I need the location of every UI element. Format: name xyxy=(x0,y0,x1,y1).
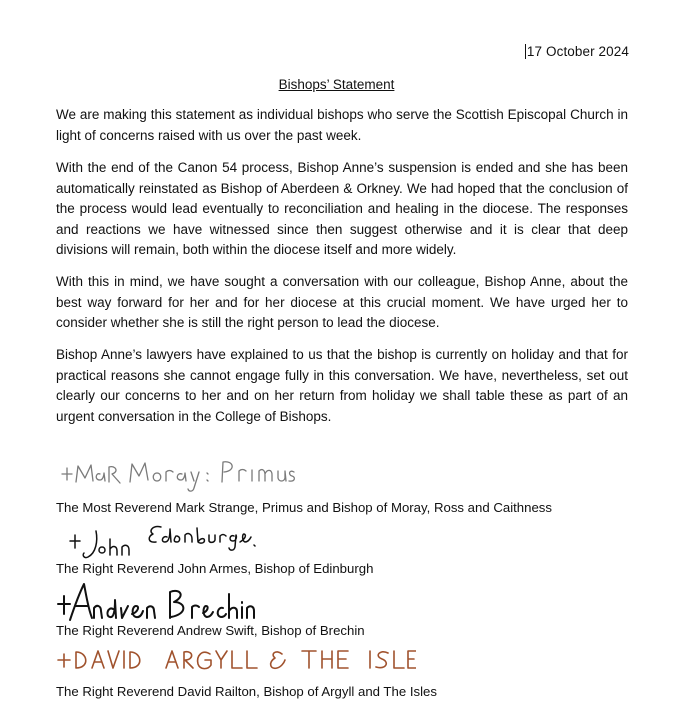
signatory-name-edinburgh: The Right Reverend John Armes, Bishop of Edinburgh xyxy=(56,561,374,576)
text-cursor xyxy=(525,44,526,59)
signatory-name-primus: The Most Reverend Mark Strange, Primus and Bishop of Moray, Ross and Caithness xyxy=(56,500,552,515)
handwritten-signature-brechin xyxy=(56,578,256,628)
statement-date xyxy=(525,44,629,59)
handwritten-signature-primus xyxy=(56,448,296,498)
paragraph-3: With this in mind, we have sought a conversation with our colleague, Bishop Anne, about the best way forward for her and for her diocese at this crucial moment. We have urged her to consider whether she is still the right person to lead the diocese. xyxy=(56,274,628,331)
paragraph-1: We are making this statement as individual bishops who serve the Scottish Episcopal Church in light of concerns raised with us over the past week. xyxy=(56,107,628,143)
paragraph-2: With the end of the Canon 54 process, Bishop Anne’s suspension is ended and she has been automatically reinstated as Bishop of Aberdeen & Orkney. We had hoped that the conclusion of the process would lead eventually to reconciliation and healing in the diocese. The responses and reactions we have witnessed since then suggest otherwise and it is clear that deep divisions will remain, both within the diocese itself and more widely. xyxy=(56,160,628,258)
signatory-name-argyll: The Right Reverend David Railton, Bishop of Argyll and The Isles xyxy=(56,684,437,699)
signatory-name-brechin: The Right Reverend Andrew Swift, Bishop of Brechin xyxy=(56,623,365,638)
date-text: 17 October 2024 xyxy=(526,44,629,59)
page-title: Bishops’ Statement xyxy=(278,77,395,92)
handwritten-signature-argyll xyxy=(56,640,416,685)
paragraph-4: Bishop Anne’s lawyers have explained to us that the bishop is currently on holiday and that for practical reasons she cannot engage fully in this conversation. We have, nevertheless, set out clearly our concerns to her and on her return from holiday we shall table these as part of an urgent conversation in the College of Bishops. xyxy=(56,347,628,424)
handwritten-signature-edinburgh xyxy=(56,515,256,565)
